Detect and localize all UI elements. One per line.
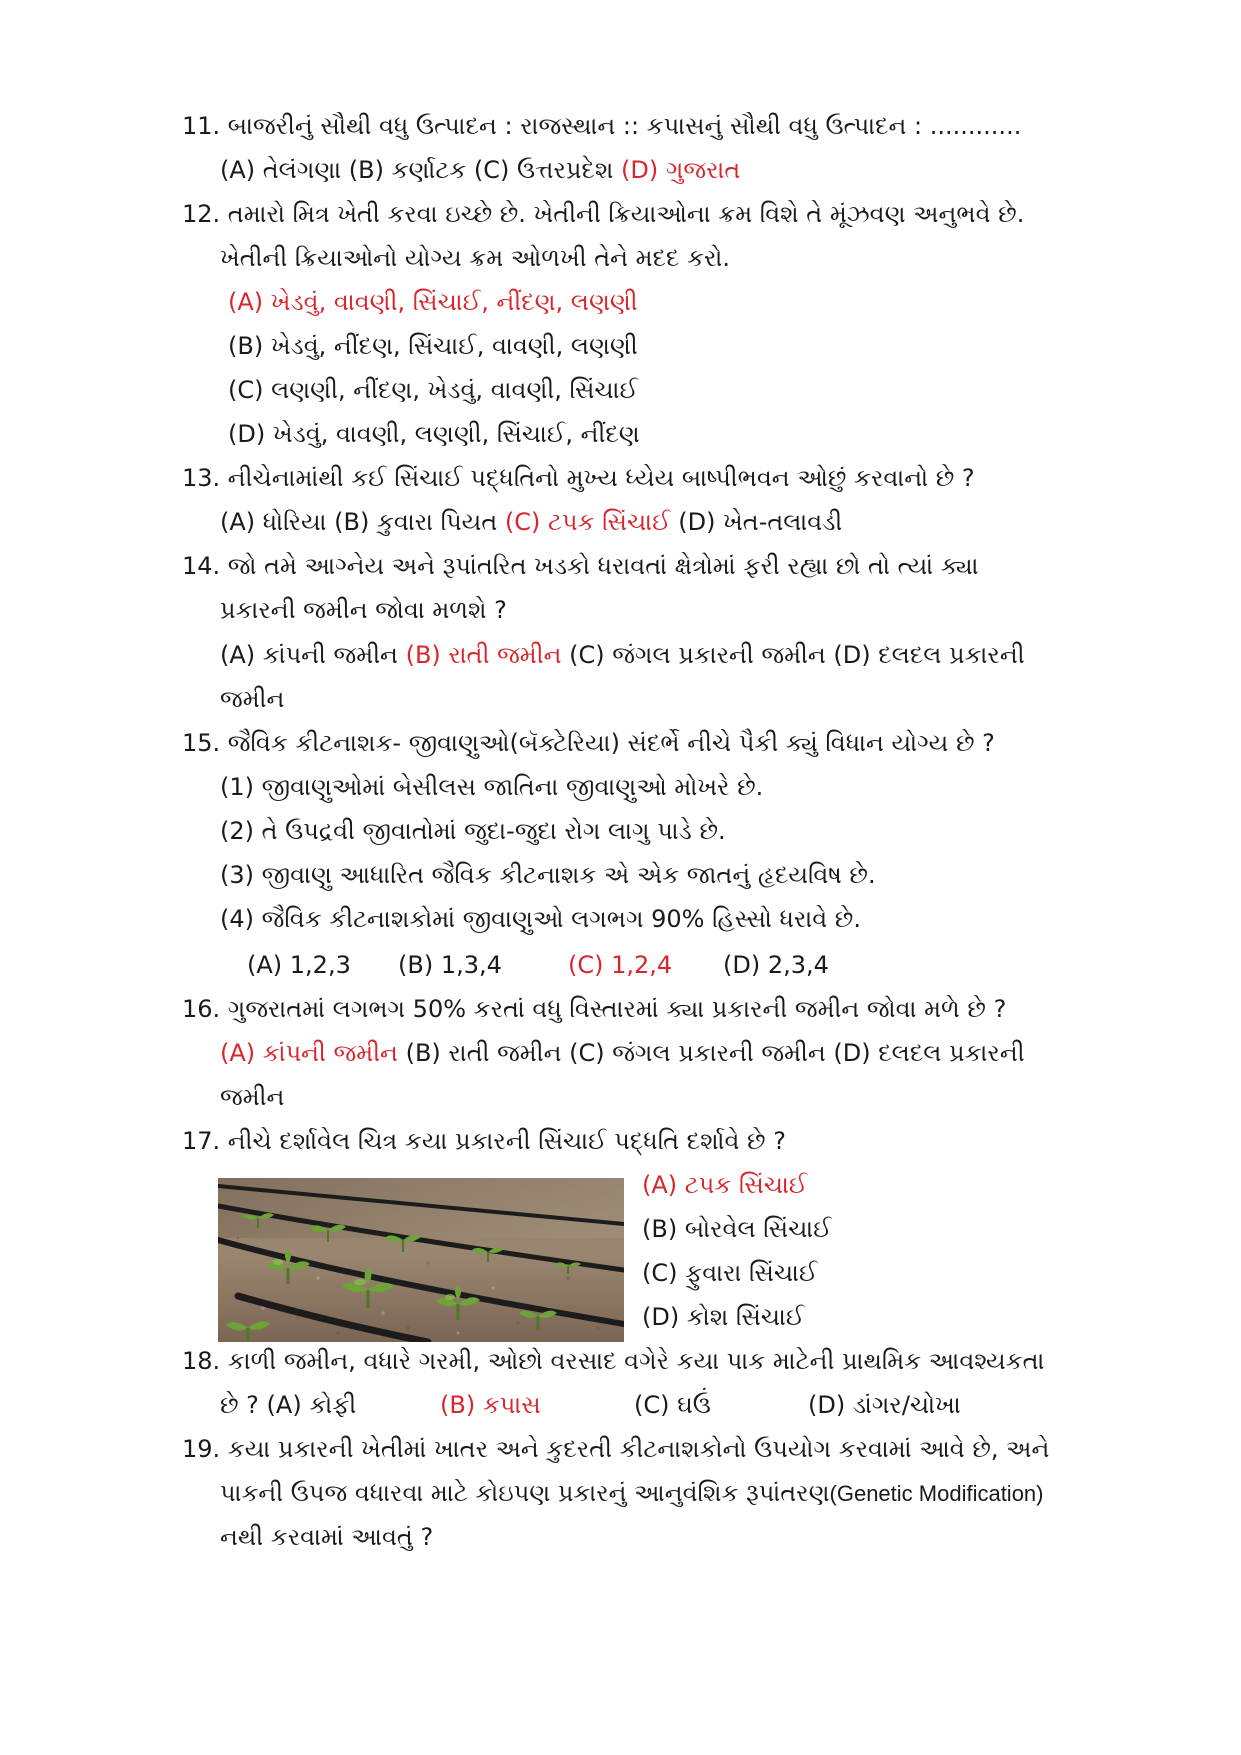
q19-stem-line2 — [220, 1478, 1044, 1509]
q14-answer: (B) રાતી જમીન — [405, 641, 562, 669]
q16-options — [220, 1038, 1025, 1068]
q16-stem: 16. ગુજરાતમાં લગભગ 50% કરતાં વધુ વિસ્તારમાં ક્યા પ્રકારની જમીન જોવા મળે છે ? — [182, 995, 1007, 1023]
q15-statement-4: (4) જૈવિક કીટનાશકોમાં જીવાણુઓ લગભગ 90% હિસ્સો ધરાવે છે. — [220, 905, 861, 933]
q16-answer: (A) કાંપની જમીન — [220, 1039, 398, 1067]
q15-statement-3: (3) જીવાણુ આધારિત જૈવિક કીટનાશક એ એક જાતનું હૃદયવિષ છે. — [220, 861, 876, 889]
q13-options-pre: (A) ધોરિયા (B) કુવારા પિયત — [220, 508, 505, 536]
q19-stem-line1: 19. કયા પ્રકારની ખેતીમાં ખાતર અને કુદરતી કીટનાશકોનો ઉપયોગ કરવામાં આવે છે, અને — [182, 1435, 1050, 1463]
q13-answer: (C) ટપક સિંચાઈ — [504, 508, 671, 536]
q17-answer: (A) ટપક સિંચાઈ — [642, 1171, 808, 1199]
q15-statement-1: (1) જીવાણુઓમાં બેસીલસ જાતિના જીવાણુઓ મોખરે છે. — [220, 773, 764, 801]
q14-stem-line1: 14. જો તમે આગ્નેય અને રૂપાંતરિત ખડકો ધરાવતાં ક્ષેત્રોમાં ફરી રહ્યા છો તો ત્યાં ક્યા — [182, 552, 979, 580]
q11-answer: (D) ગુજરાત — [621, 156, 741, 184]
q14-options-post: (C) જંગલ પ્રકારની જમીન (D) દલદલ પ્રકારની — [561, 641, 1025, 669]
q14-stem-line2: પ્રકારની જમીન જોવા મળશે ? — [220, 596, 507, 624]
q13-stem: 13. નીચેનામાંથી કઈ સિંચાઈ પદ્ધતિનો મુખ્ય ધ્યેય બાષ્પીભવન ઓછું કરવાનો છે ? — [182, 464, 975, 492]
q11-stem: 11. બાજરીનું સૌથી વધુ ઉત્પાદન : રાજસ્થાન :: કપાસનું સૌથી વધુ ઉત્પાદન : ............ — [182, 112, 1022, 140]
q17-option-c: (C) ફુવારા સિંચાઈ — [642, 1259, 818, 1287]
q14-options-wrap: જમીન — [220, 685, 285, 713]
q18-answer: (B) કપાસ — [440, 1391, 541, 1419]
q12-option-d: (D) ખેડવું, વાવણી, લણણી, સિંચાઈ, નીંદણ — [228, 420, 640, 448]
q12-option-b: (B) ખેડવું, નીંદણ, સિંચાઈ, વાવણી, લણણી — [228, 332, 638, 360]
q12-option-a-answer: (A) ખેડવું, વાવણી, સિંચાઈ, નીંદણ, લણણી — [228, 288, 638, 316]
q12-stem-line1: 12. તમારો મિત્ર ખેતી કરવા ઇચ્છે છે. ખેતીની ક્રિયાઓના ક્રમ વિશે તે મૂંઝવણ અનુભવે છે. — [182, 200, 1025, 228]
q19-genetic-modification: (Genetic Modification) — [829, 1481, 1044, 1506]
drip-irrigation-photo — [218, 1178, 624, 1342]
q17-option-d: (D) કોશ સિંચાઈ — [642, 1303, 805, 1331]
q15-answer: (C) 1,2,4 — [568, 951, 673, 979]
q12-stem-line2: ખેતીની ક્રિયાઓનો યોગ્ય ક્રમ ઓળખી તેને મદદ કરો. — [220, 244, 731, 272]
q19-stem-line3: નથી કરવામાં આવતું ? — [220, 1523, 434, 1551]
q15-option-d: (D) 2,3,4 — [723, 951, 829, 979]
q18-stem: 18. કાળી જમીન, વધારે ગરમી, ઓછો વરસાદ વગેરે કયા પાક માટેની પ્રાથમિક આવશ્યકતા — [182, 1347, 1045, 1375]
q11-options — [220, 155, 740, 185]
q14-options — [220, 640, 1025, 670]
q18-option-d: (D) ડાંગર/ચોખા — [808, 1391, 961, 1419]
q17-stem: 17. નીચે દર્શાવેલ ચિત્ર કયા પ્રકારની સિંચાઈ પદ્ધતિ દર્શાવે છે ? — [182, 1127, 786, 1155]
q12-option-c: (C) લણણી, નીંદણ, ખેડવું, વાવણી, સિંચાઈ — [228, 376, 638, 404]
q16-options-post: (B) રાતી જમીન (C) જંગલ પ્રકારની જમીન (D) દલદલ પ્રકારની — [397, 1039, 1025, 1067]
q16-options-wrap: જમીન — [220, 1083, 285, 1111]
q14-options-pre: (A) કાંપની જમીન — [220, 641, 406, 669]
q15-option-a: (A) 1,2,3 — [247, 951, 351, 979]
q15-stem: 15. જૈવિક કીટનાશક- જીવાણુઓ(બૅક્ટેરિયા) સંદર્ભે નીચે પૈકી ક્યું વિધાન યોગ્ય છે ? — [182, 729, 995, 757]
q15-option-b: (B) 1,3,4 — [398, 951, 502, 979]
q11-options-text: (A) તેલંગણા (B) કર્ણાટક (C) ઉત્તરપ્રદેશ — [220, 156, 622, 184]
q18-option-c: (C) ઘઉં — [634, 1391, 711, 1419]
q17-option-b: (B) બોરવેલ સિંચાઈ — [642, 1215, 832, 1243]
q13-options — [220, 507, 842, 537]
q15-statement-2: (2) તે ઉપદ્રવી જીવાતોમાં જુદા-જુદા રોગ લાગુ પાડે છે. — [220, 817, 726, 845]
q13-options-post: (D) ખેત-તલાવડી — [670, 508, 843, 536]
q18-option-a: છે ? (A) કોફી — [220, 1391, 357, 1419]
q19-stem-line2-gu: પાકની ઉપજ વધારવા માટે કોઇપણ પ્રકારનું આનુવંશિક રૂપાંતરણ — [220, 1479, 830, 1507]
